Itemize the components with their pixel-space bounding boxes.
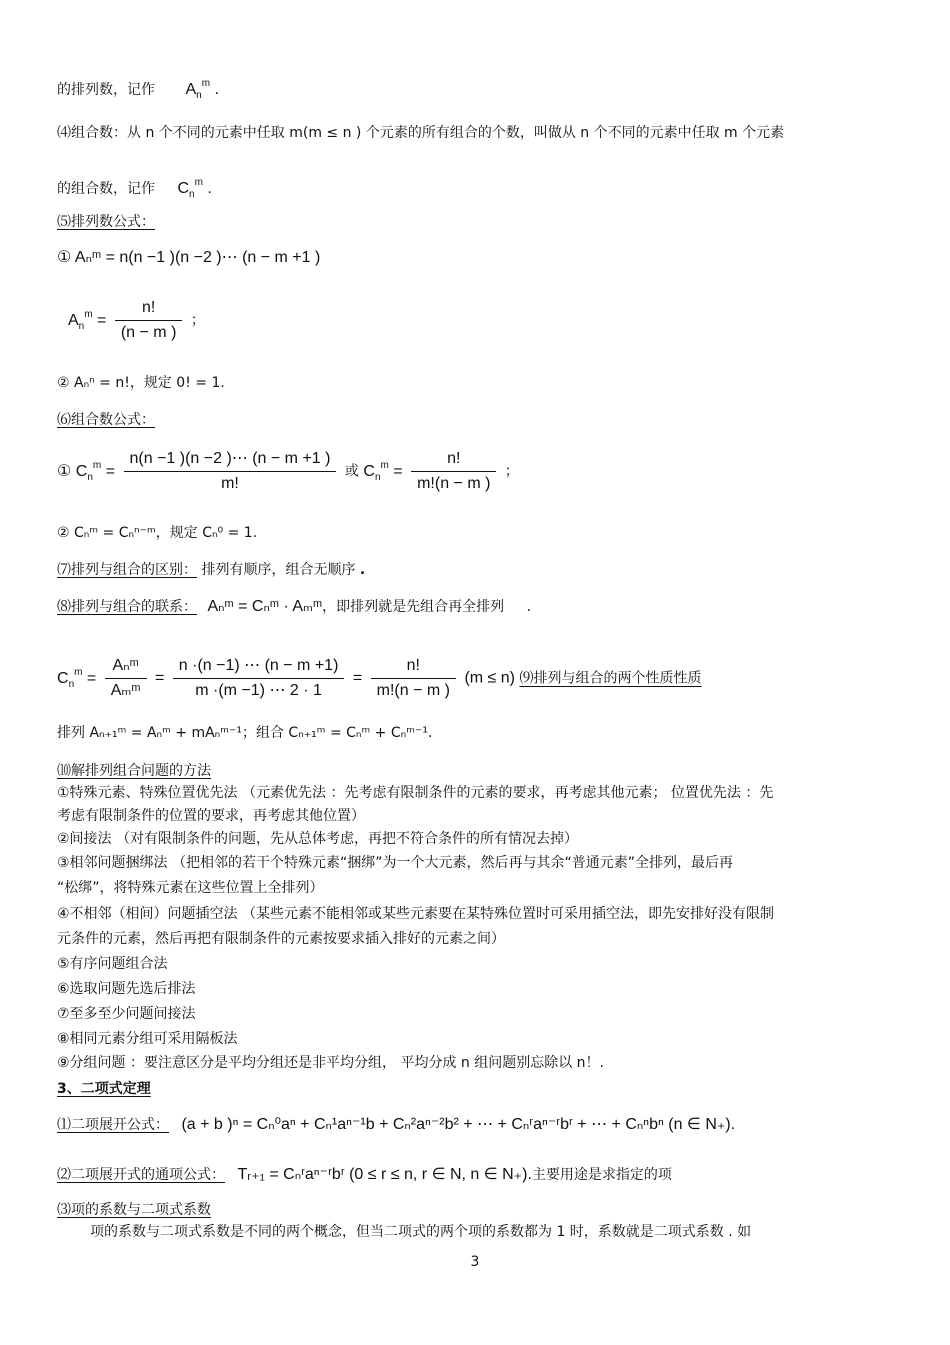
method-9: ⑨分组问题 ：要注意区分是平均分组还是非平均分组， 平均分成 n 组问题别忘除以 n！.	[57, 1055, 604, 1071]
line-coefficients-text: 项的系数与二项式系数是不同的两个概念，但当二项式的两个项的系数都为 1 时，系数就是二项式系数 . 如	[90, 1224, 752, 1240]
method-2: ②间接法 （对有限制条件的问题，先从总体考虑，再把不符合条件的所有情况去掉）	[57, 831, 578, 847]
line-difference: ⑺排列与组合的区别： 排列有顺序，组合无顺序 .	[57, 562, 366, 578]
method-4-cont: 元条件的元素，然后再把有限制条件的元素按要求插入排好的元素之间）	[57, 931, 505, 947]
method-7: ⑦至多至少问题间接法	[57, 1006, 196, 1022]
method-6: ⑥选取问题先选后排法	[57, 981, 196, 997]
heading-methods: ⑽解排列组合问题的方法	[57, 763, 211, 779]
method-3-cont: “松绑”，将特殊元素在这些位置上全排列）	[57, 880, 324, 896]
line-combination-notation: 的组合数，记作 $C_n^m$ .	[57, 177, 212, 200]
formula-combination: ① $C_n^m$ = $\frac{n(n -1 )(n -2 )\cdots (n - m +1 )}{m!}$ 或 $C_n^m$ = $\frac{n!}{m!(n - m )}$ ；	[57, 450, 519, 492]
line-combination-definition: ⑷组合数：从 n 个不同的元素中任取 m(m ≤ n ) 个元素的所有组合的个数，叫做从 n 个不同的元素中任取 m 个元素	[57, 125, 785, 141]
line-relation: ⑻排列与组合的联系： Aₙᵐ = Cₙᵐ · Aₘᵐ，即排列就是先组合再全排列 .	[57, 598, 532, 615]
formula-combination-symmetry: ② Cₙᵐ = Cₙⁿ⁻ᵐ，规定 Cₙ⁰ = 1.	[57, 525, 258, 541]
formula-full-permutation: ② Aₙⁿ = n!，规定 0! = 1.	[57, 375, 225, 391]
heading-permutation-formula: ⑸排列数公式：	[57, 214, 155, 230]
method-1-cont: 考虑有限制条件的位置的要求，再考虑其他位置）	[57, 808, 365, 824]
formula-combination-ratio: $C_n^m$ = $\frac{\text{Aₙᵐ}}{\text{Aₘᵐ}}$ = $\frac{n \cdot(n -1) \cdots (n - m +1)}{m \cdot(m -1) \cdots 2 \cdot 1}$ = $\frac{n!}{m!(n - m )}$ (m ≤ n) ⑼排列与组合的两个性质性质	[57, 657, 702, 699]
heading-coefficients: ⑶项的系数与二项式系数	[57, 1202, 211, 1218]
method-4: ④不相邻（相间）问题插空法 （某些元素不能相邻或某些元素要在某特殊位置时可采用插空法，即先安排好没有限制	[57, 906, 774, 922]
formula-permutation-product: ① Aₙᵐ = n(n −1 )(n −2 )⋯ (n − m +1 )	[57, 249, 321, 266]
formula-permutation-factorial: $A_n^m$ = $\frac{n!}{(n - m )}$ ；	[68, 299, 205, 341]
heading-binomial-theorem: 3、二项式定理	[57, 1081, 151, 1097]
method-8: ⑧相同元素分组可采用隔板法	[57, 1031, 238, 1047]
method-3: ③相邻问题捆绑法 （把相邻的若干个特殊元素“捆绑”为一个大元素，然后再与其余“普通元素”全排列，最后再	[57, 855, 734, 871]
line-general-term: ⑵二项展开式的通项公式： Tᵣ₊₁ = Cₙʳaⁿ⁻ʳbʳ (0 ≤ r ≤ n, r ∈ N, n ∈ N₊).主要用途是求指定的项	[57, 1166, 672, 1183]
method-5: ⑤有序问题组合法	[57, 956, 168, 972]
page-number: 3	[470, 1254, 480, 1270]
line-arrangement-notation: 的排列数，记作 $A_n^m$ .	[57, 78, 219, 101]
method-1: ①特殊元素、特殊位置优先法 （元素优先法 ：先考虑有限制条件的元素的要求，再考虑其他元素； 位置优先法 ：先	[57, 785, 774, 801]
formula-properties: 排列 Aₙ₊₁ᵐ = Aₙᵐ + mAₙᵐ⁻¹；组合 Cₙ₊₁ᵐ = Cₙᵐ + Cₙᵐ⁻¹.	[57, 725, 433, 741]
heading-combination-formula: ⑹组合数公式：	[57, 412, 155, 428]
line-binomial-expansion: ⑴二项展开公式： (a + b )ⁿ = Cₙ⁰aⁿ + Cₙ¹aⁿ⁻¹b + Cₙ²aⁿ⁻²b² + ⋯ + Cₙʳaⁿ⁻ʳbʳ + ⋯ + Cₙⁿbⁿ (n ∈ N₊).	[57, 1116, 736, 1133]
